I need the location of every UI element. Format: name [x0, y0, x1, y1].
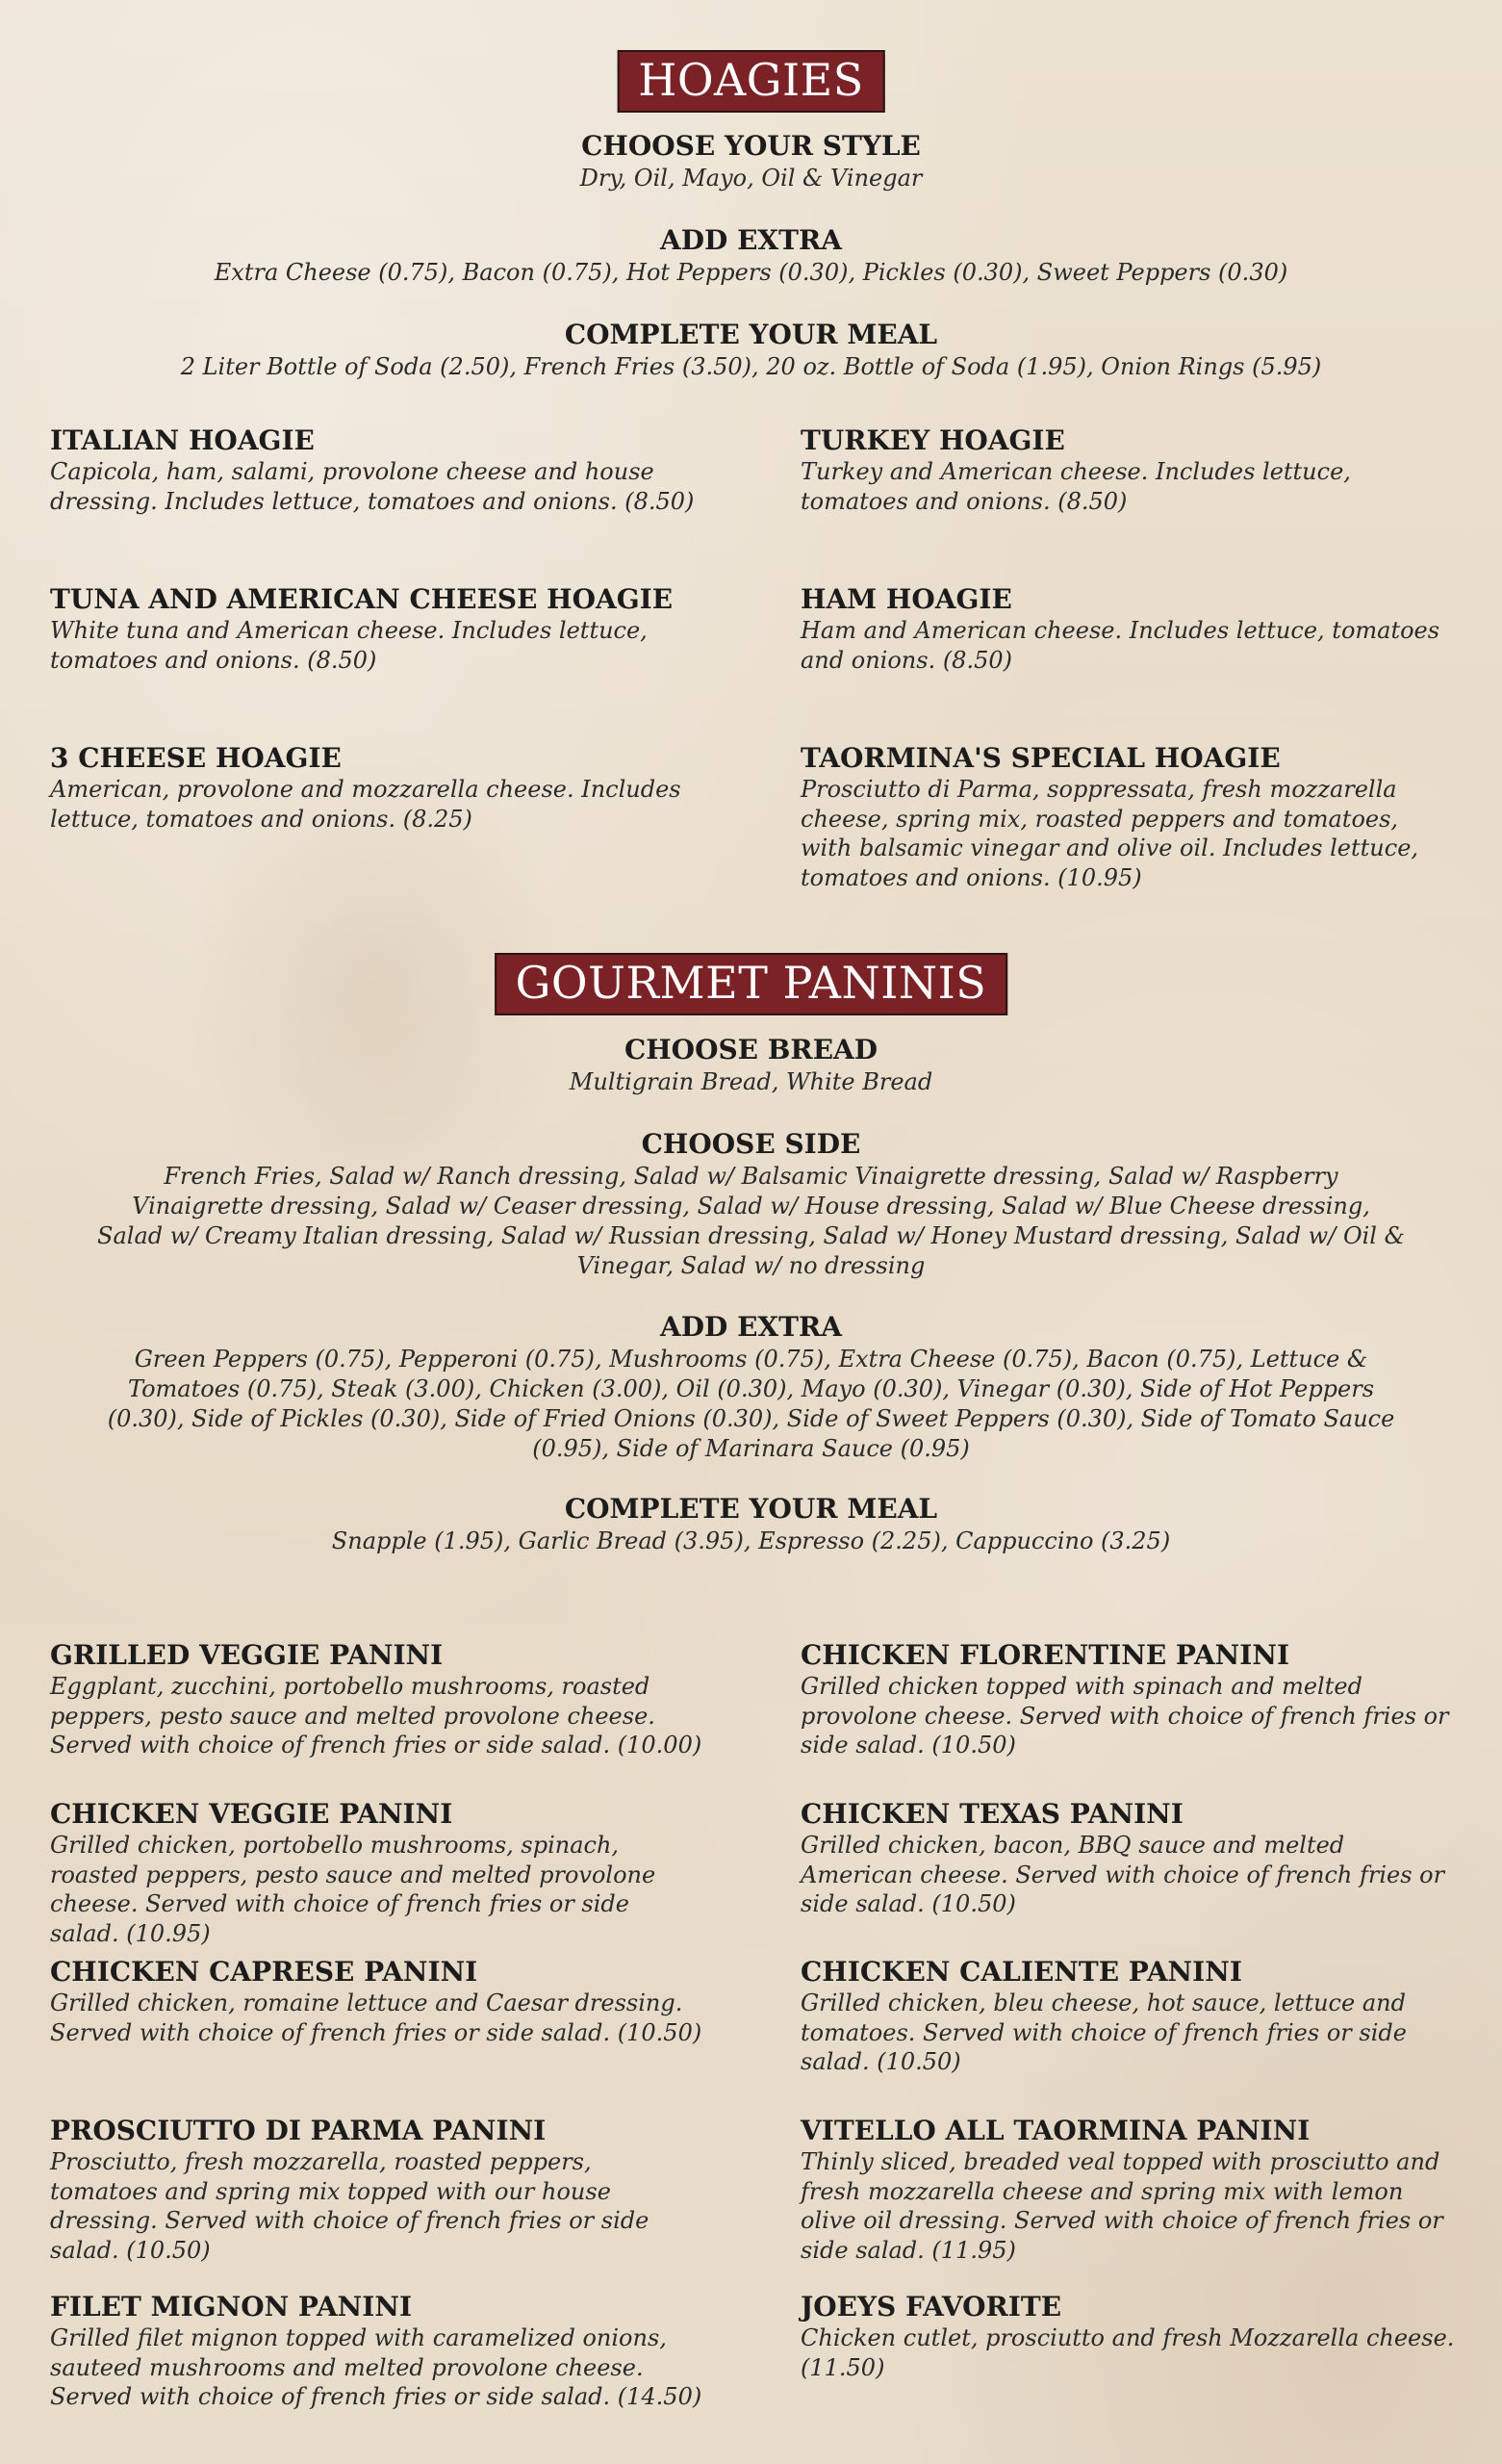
item-name: GRILLED VEGGIE PANINI	[50, 1639, 444, 1671]
item-description: White tuna and American cheese. Includes lettuce, tomatoes and onions. (8.50)	[50, 617, 648, 674]
option-heading: ADD EXTRA	[660, 1311, 842, 1343]
item-description: Grilled chicken, bacon, BBQ sauce and melted American cheese. Served with choice of french fries or side salad. (10.50)	[801, 1832, 1445, 1917]
menu-item	[801, 2291, 1455, 2382]
menu-item	[50, 1798, 704, 1948]
item-name: 3 CHEESE HOAGIE	[50, 742, 342, 774]
item-description: Chicken cutlet, prosciutto and fresh Mozzarella cheese. (11.50)	[801, 2324, 1455, 2381]
option-text: Green Peppers (0.75), Pepperoni (0.75), Mushrooms (0.75), Extra Cheese (0.75), Bacon (0.75), Lettuce & Tomatoes (0.75), Steak (3.00), Chicken (3.00), Oil (0.30), Mayo (0.30), Vinegar (0.30), Side of Hot Peppers (0.30), Side of Pickles (0.30), Side of Fried Onions (0.30), Side of Sweet Peppers (0.30), Side of Tomato Sauce (0.95), Side of Marinara Sauce (0.95)	[107, 1346, 1395, 1462]
item-description: American, provolone and mozzarella cheese. Includes lettuce, tomatoes and onions. (8.25)	[50, 776, 681, 833]
option-text: 2 Liter Bottle of Soda (2.50), French Fries (3.50), 20 oz. Bottle of Soda (1.95), Onion Rings (5.95)	[180, 353, 1322, 380]
item-name: CHICKEN VEGGIE PANINI	[50, 1798, 453, 1830]
item-description: Turkey and American cheese. Includes lettuce, tomatoes and onions. (8.50)	[801, 458, 1351, 515]
item-name: HAM HOAGIE	[801, 583, 1012, 615]
menu-item	[801, 1639, 1455, 1760]
item-description: Ham and American cheese. Includes lettuce, tomatoes and onions. (8.50)	[801, 617, 1440, 674]
menu-item	[801, 742, 1455, 892]
option-heading: COMPLETE YOUR MEAL	[564, 1493, 938, 1525]
item-name: TAORMINA'S SPECIAL HOAGIE	[801, 742, 1281, 774]
menu-item	[801, 424, 1455, 516]
option-text: Snapple (1.95), Garlic Bread (3.95), Espresso (2.25), Cappuccino (3.25)	[331, 1527, 1171, 1554]
menu-item	[801, 1956, 1455, 2077]
item-name: CHICKEN CALIENTE PANINI	[801, 1956, 1242, 1988]
item-description: Grilled chicken, romaine lettuce and Caesar dressing. Served with choice of french fries or side salad. (10.50)	[50, 1989, 702, 2046]
option-heading: CHOOSE YOUR STYLE	[581, 130, 921, 162]
option-text: Dry, Oil, Mayo, Oil & Vinegar	[579, 165, 923, 192]
menu-item	[50, 424, 704, 516]
menu-item	[801, 2115, 1455, 2265]
item-description: Grilled chicken, portobello mushrooms, spinach, roasted peppers, pesto sauce and melted provolone cheese. Served with choice of french fries or side salad. (10.95)	[50, 1832, 656, 1947]
hoagies-title: HOAGIES	[617, 50, 885, 113]
paninis-bread-option	[96, 1033, 1406, 1097]
item-description: Capicola, ham, salami, provolone cheese and house dressing. Includes lettuce, tomatoes and onions. (8.50)	[50, 458, 695, 515]
item-description: Prosciutto, fresh mozzarella, roasted peppers, tomatoes and spring mix topped with our house dressing. Served with choice of french fries or side salad. (10.50)	[50, 2148, 649, 2264]
menu-item	[801, 583, 1455, 675]
item-name: JOEYS FAVORITE	[801, 2291, 1062, 2323]
item-description: Thinly sliced, breaded veal topped with prosciutto and fresh mozzarella cheese and spring mix with lemon olive oil dressing. Served with choice of french fries or side salad. (11.95)	[801, 2148, 1443, 2264]
option-heading: CHOOSE SIDE	[641, 1128, 861, 1160]
menu-item	[50, 583, 704, 675]
item-name: FILET MIGNON PANINI	[50, 2291, 413, 2323]
item-name: TUNA AND AMERICAN CHEESE HOAGIE	[50, 583, 674, 615]
menu-item	[50, 1639, 704, 1760]
menu-item	[50, 2291, 704, 2412]
item-description: Prosciutto di Parma, soppressata, fresh mozzarella cheese, spring mix, roasted peppers and tomatoes, with balsamic vinegar and olive oil. Includes lettuce, tomatoes and onions. (10.95)	[801, 776, 1419, 891]
item-name: CHICKEN FLORENTINE PANINI	[801, 1639, 1290, 1671]
menu-item	[801, 1798, 1455, 1919]
menu-item	[50, 2115, 704, 2265]
option-heading: ADD EXTRA	[660, 224, 842, 256]
paninis-meal-option	[96, 1492, 1406, 1556]
item-name: CHICKEN CAPRESE PANINI	[50, 1956, 478, 1988]
menu-item	[50, 1956, 704, 2047]
item-name: VITELLO ALL TAORMINA PANINI	[801, 2115, 1311, 2146]
item-name: ITALIAN HOAGIE	[50, 424, 315, 456]
paninis-side-option	[96, 1127, 1406, 1281]
item-name: TURKEY HOAGIE	[801, 424, 1065, 456]
hoagies-meal-option	[96, 318, 1406, 382]
item-name: PROSCIUTTO DI PARMA PANINI	[50, 2115, 547, 2146]
paninis-title: GOURMET PANINIS	[495, 953, 1008, 1015]
hoagies-style-option	[96, 129, 1406, 193]
item-name: CHICKEN TEXAS PANINI	[801, 1798, 1184, 1830]
option-text: Extra Cheese (0.75), Bacon (0.75), Hot Peppers (0.30), Pickles (0.30), Sweet Peppers (0.30)	[214, 259, 1288, 286]
option-heading: CHOOSE BREAD	[624, 1034, 878, 1065]
item-description: Grilled chicken, bleu cheese, hot sauce, lettuce and tomatoes. Served with choice of french fries or side salad. (10.50)	[801, 1989, 1407, 2075]
option-text: Multigrain Bread, White Bread	[569, 1068, 933, 1095]
paninis-extra-option	[96, 1310, 1406, 1464]
item-description: Grilled chicken topped with spinach and melted provolone cheese. Served with choice of french fries or side salad. (10.50)	[801, 1673, 1449, 1758]
menu-item	[50, 742, 704, 834]
item-description: Eggplant, zucchini, portobello mushrooms, roasted peppers, pesto sauce and melted provolone cheese. Served with choice of french fries or side salad. (10.00)	[50, 1673, 702, 1758]
option-heading: COMPLETE YOUR MEAL	[564, 319, 938, 350]
hoagies-extra-option	[96, 223, 1406, 288]
option-text: French Fries, Salad w/ Ranch dressing, Salad w/ Balsamic Vinaigrette dressing, Salad w/ Raspberry Vinaigrette dressing, Salad w/ Ceaser dressing, Salad w/ House dressing, Salad w/ Blue Cheese dressing, Salad w/ Creamy Italian dressing, Salad w/ Russian dressing, Salad w/ Honey Mustard dressing, Salad w/ Oil & Vinegar, Salad w/ no dressing	[97, 1163, 1405, 1279]
item-description: Grilled filet mignon topped with caramelized onions, sauteed mushrooms and melted provolone cheese. Served with choice of french fries or side salad. (14.50)	[50, 2324, 702, 2410]
